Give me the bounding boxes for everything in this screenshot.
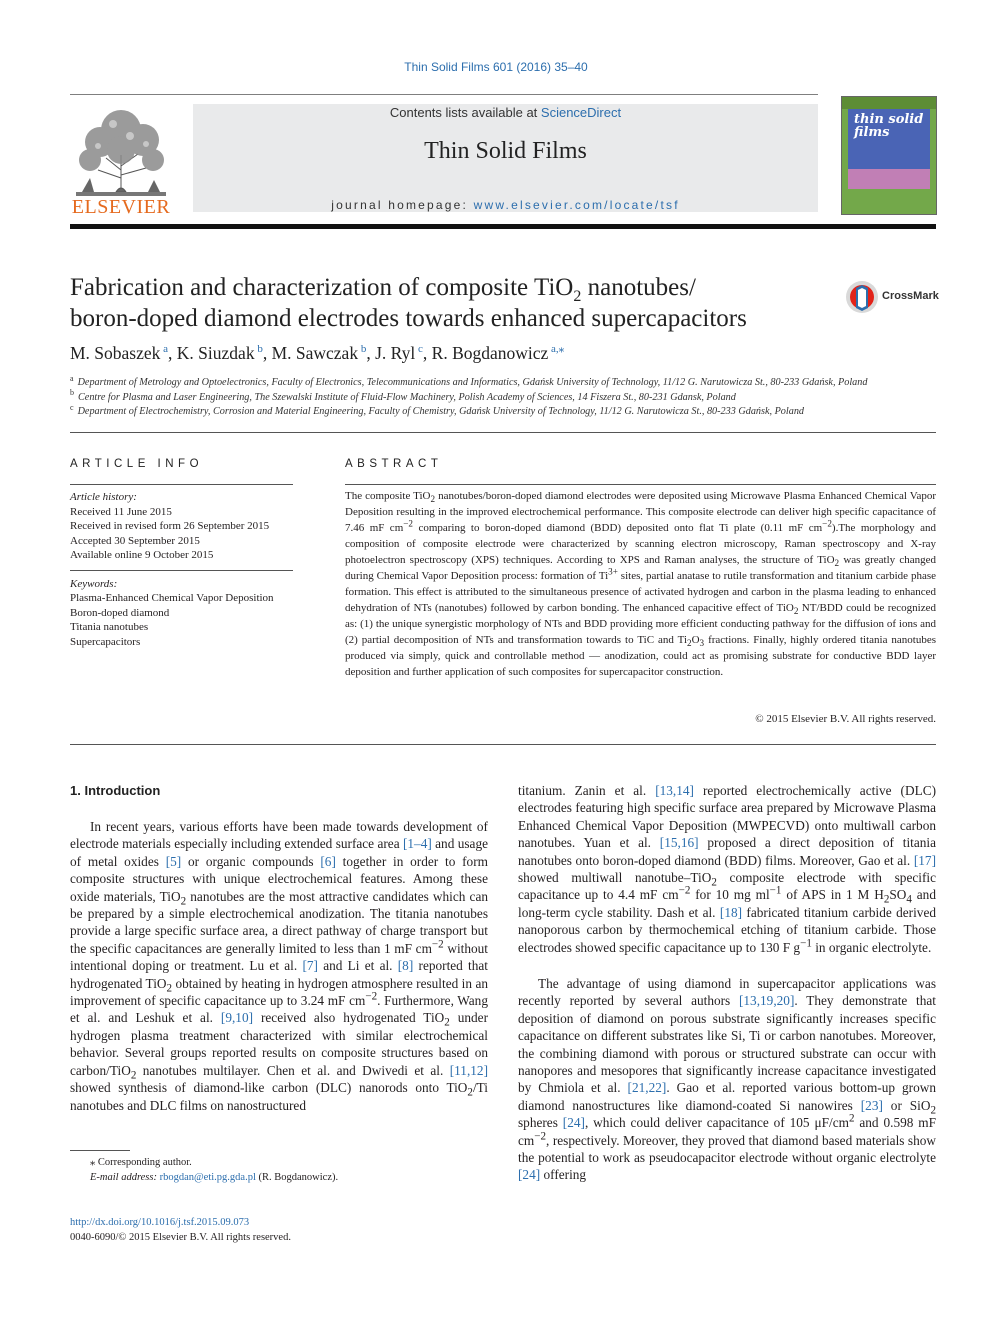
corresponding-line — [70, 1155, 338, 1170]
cover-title: thin solid films — [854, 112, 924, 140]
affiliation-text: Centre for Plasma and Laser Engineering, The Szewalski Institute of Fluid-Flow Machinery, Polish Academy of Sciences, 14 Fiszera St., 80-231 Gdansk, Poland — [78, 391, 736, 403]
citation-link[interactable]: [1–4] — [402, 836, 432, 852]
article-title — [70, 272, 810, 334]
history-received: Received 11 June 2015 — [70, 505, 172, 518]
issn-copyright: 0040-6090/© 2015 Elsevier B.V. All rights reserved. — [70, 1231, 291, 1243]
citation-link[interactable]: [7] — [302, 958, 318, 974]
author-affiliation-mark[interactable]: b — [254, 343, 263, 356]
info-rule — [70, 484, 293, 485]
journal-homepage-line — [193, 198, 818, 212]
abstract-rule — [345, 484, 936, 485]
citation-link[interactable]: [18] — [719, 904, 743, 920]
abstract-copyright: © 2015 Elsevier B.V. All rights reserved. — [755, 713, 936, 725]
author-affiliation-mark[interactable]: a,⁎ — [548, 343, 565, 356]
email-line — [70, 1170, 338, 1185]
info-divider — [70, 570, 293, 571]
title-part-1: Fabrication and characterization of composite TiO — [70, 274, 574, 301]
keywords-label: Keywords: — [70, 578, 118, 590]
email-suffix: (R. Bogdanowicz). — [255, 1172, 339, 1183]
author-name[interactable]: J. Ryl — [375, 343, 416, 363]
citation-link[interactable]: [23] — [860, 1097, 883, 1113]
corresponding-label: Corresponding author. — [97, 1157, 192, 1168]
keyword-item: Plasma-Enhanced Chemical Vapor Deposition — [70, 592, 274, 605]
corresponding-author-footnote — [70, 1155, 338, 1185]
citation-link[interactable]: [21,22] — [627, 1080, 667, 1096]
author-name[interactable]: M. Sawczak — [271, 343, 359, 363]
doi-link[interactable]: http://dx.doi.org/10.1016/j.tsf.2015.09.073 — [70, 1217, 250, 1228]
title-part-2: nanotubes/ — [581, 274, 696, 301]
article-info-heading: ARTICLE INFO — [70, 458, 204, 470]
homepage-link[interactable]: www.elsevier.com/locate/tsf — [473, 198, 680, 212]
citation-link[interactable]: [24] — [518, 1167, 541, 1183]
journal-citation[interactable]: Thin Solid Films 601 (2016) 35–40 — [404, 60, 588, 74]
citation-link[interactable]: [6] — [320, 853, 336, 869]
email-label: E-mail address: — [90, 1172, 160, 1183]
citation-link[interactable]: [13,14] — [655, 783, 694, 798]
keyword-item: Boron-doped diamond — [70, 606, 170, 619]
contents-prefix: Contents lists available at — [389, 105, 541, 120]
email-link[interactable]: rbogdan@eti.pg.gda.pl — [159, 1172, 256, 1183]
citation-link[interactable]: [13,19,20] — [738, 993, 795, 1009]
citation-link[interactable]: [8] — [397, 958, 414, 974]
history-label: Article history: — [70, 491, 137, 503]
affiliation-item — [70, 388, 940, 406]
author-affiliation-mark[interactable]: a — [160, 343, 169, 356]
cover-pink-band — [848, 169, 930, 189]
author-affiliation-mark[interactable]: c — [415, 343, 423, 356]
title-block-rule — [70, 432, 936, 433]
history-accepted: Accepted 30 September 2015 — [70, 534, 200, 547]
header-thick-rule — [70, 224, 936, 229]
journal-title: Thin Solid Films — [424, 138, 587, 164]
affiliation-text: Department of Metrology and Optoelectronics, Faculty of Electronics, Telecommunications and Informatics, Gdańsk University of Technology, 11/12 G. Narutowicza St., 80-233 Gdańsk, Poland — [77, 377, 868, 388]
history-online: Available online 9 October 2015 — [70, 549, 214, 561]
title-line-2: boron-doped diamond electrodes towards enhanced supercapacitors — [70, 305, 747, 332]
corresponding-mark: ⁎ — [90, 1157, 96, 1168]
abstract-heading: ABSTRACT — [345, 458, 443, 470]
introduction-heading: 1. Introduction — [70, 783, 161, 798]
citation-link[interactable]: [24] — [562, 1115, 585, 1131]
affiliation-item — [70, 402, 940, 420]
footnote-rule — [70, 1150, 130, 1151]
author-name[interactable]: R. Bogdanowicz — [431, 343, 549, 363]
citation-link[interactable]: [17] — [913, 852, 936, 868]
affiliation-mark: a — [70, 373, 74, 383]
citation-link[interactable]: [9,10] — [220, 1010, 254, 1026]
introduction-right-column-para-1: titanium. Zanin et al. [13,14] reported electrochemically active (DLC) electrodes featuring high specific surface area prepared by Microwave Plasma Enhanced Chemical Vapor Deposition (MWPECVD) onto multiwall carbon nanotubes. Yuan et al. [15,16] proposed a direct deposition of titania nanotubes onto boron-doped diamond (BDD) films. Moreover, Gao et al. [17] showed multiwall nanotube–TiO$_2$ composite electrode with specific capacitance up to 4.4 mF $cm^{-2}$ for 10 mg $ml^{-1}$ of APS in 1 M $H_2SO_4$ and long-term cycle stability. Dash et al. [18] fabricated titanium carbide derived nanoporous carbon by thermochemical etching of titanium carbide. Those electrodes showed specific capacitance up to 130 F $g^{-1}$ in organic electrolyte. — [518, 783, 937, 955]
keywords — [70, 577, 295, 649]
affiliation-mark: c — [70, 402, 74, 412]
history-revised: Received in revised form 26 September 2015 — [70, 520, 270, 532]
author-affiliation-mark[interactable]: b — [358, 343, 367, 356]
keyword-item: Titania nanotubes — [70, 621, 149, 634]
affiliation-text: Department of Electrochemistry, Corrosion and Material Engineering, Faculty of Chemistry, Gdańsk University of Technology, 11/12 G. Narutowicza St., 80-233 Gdańsk, Poland — [77, 406, 805, 418]
citation-link[interactable]: [11,12] — [449, 1062, 488, 1078]
author-name[interactable]: K. Siuzdak — [176, 343, 255, 363]
cover-top-band — [842, 97, 936, 109]
header-top-rule — [70, 94, 818, 95]
affiliation-mark: b — [70, 388, 74, 398]
article-history — [70, 490, 295, 563]
title-subscript: 2 — [573, 288, 582, 305]
abstract-text: The composite TiO$_2$ nanotubes/boron-doped diamond electrodes were deposited using Microwave Plasma Enhanced Chemical Vapor Deposition resulting in the improved electrochemical performance. This composite electrode can deliver high specific capacitance of 7.46 mF $cm^{-2}$ comparing to boron-doped diamond (BDD) deposited onto flat Ti plate (0.11 mF $cm^{-2}).The$ morphology and composition of composite electrode were characterized by scanning electron microscopy, Raman spectroscopy and X-ray photoelectron spectroscopy (XPS) techniques. According to XPS and Raman analyses, the structure of TiO$_2$ was greatly changed during Chemical Vapor Deposition process: formation of $Ti^{3+}$ sites, partial anatase to rutile transformation and titanium carbide phase formation. This effect is attributed to the simultaneous presence of activated hydrogen and carbon in the plasma leading to enhanced dehydration of NTs (nanotubes) followed by carbon bonding. The enhanced capacitive effect of TiO$_2$ NT/BDD could be recognized as: (1) the unique synergistic morphology of NTs and BDD providing more efficient conducting pathway for the diffusion of ions and (2) partial decomposition of NTs and transformation towards to TiC and $Ti_2O_3$ fractions. Finally, highly ordered titania nanotubes produced via simply, quick and controllable method — anodization, could act as promising substrate for conductive BDD layer deposition and further application of such composites for supercapacitor construction. — [345, 490, 937, 678]
doi-block — [70, 1216, 291, 1245]
citation-link[interactable]: [15,16] — [659, 835, 699, 851]
author-list: M. Sobaszek $^a$, K. Siuzdak $^b$, M. Sawczak $^b$, J. Ryl $^c$, R. Bogdanowicz $^{a,⁎}$ — [70, 343, 565, 363]
homepage-prefix: journal homepage: — [331, 198, 474, 212]
keyword-item: Supercapacitors — [70, 635, 141, 648]
elsevier-wordmark: ELSEVIER — [71, 196, 171, 218]
crossmark-label[interactable]: CrossMark — [882, 290, 939, 302]
journal-cover-thumbnail[interactable] — [841, 96, 937, 215]
sciencedirect-link[interactable]: ScienceDirect — [540, 105, 622, 120]
introduction-right-column-para-2: The advantage of using diamond in supercapacitor applications was recently reported by several authors [13,19,20]. They demonstrate that deposition of diamond on porous substrate significantly increases specific capacitance on different substrates like Si, Ti or carbon nanotubes. Moreover, the combining diamond with porous or structured substrate can occur with nanopores and mesopores that significantly increase capacitance investigated by Chmiola et al. [21,22]. Gao et al. reported various bottom-up grown diamond nanostructures like diamond-coated Si nanowires [23] or SiO$_2$ spheres [24], which could deliver capacitance of 105 $\mu F/cm^2$ and 0.598 mF $cm^{-2}$, respectively. Moreover, they proved that diamond based materials show the potential to work as pseudocapacitor electrode without organic electrolyte [24] offering — [518, 976, 937, 1183]
abstract-bottom-rule — [70, 744, 936, 745]
affiliation-list — [70, 373, 940, 420]
citation-link[interactable]: [5] — [165, 853, 182, 869]
introduction-left-column: In recent years, various efforts have been made towards development of electrode materials especially including extended surface area [1–4] and usage of metal oxides [5] or organic compounds [6] together in order to form composite structures with unique electrochemical features. Among these oxide materials, TiO$_2$ nanotubes are the most attractive candidates which can be prepared by a simple electrochemical anodization. The titania nanotubes provide a large specific surface area, a direct pathway of charge transport but the specific capacitances are generally limited to less than 1 mF $cm^{-2}$ without intentional doping or treatment. Lu et al. [7] and Li et al. [8] reported that hydrogenated TiO$_2$ obtained by heating in hydrogen atmosphere resulted in an improvement of specific capacitance up to 3.24 mF $cm^{-2}$. Furthermore, Wang et al. and Leshuk et al. [9,10] received also hydrogenated TiO$_2$ under hydrogen plasma treatment characterized with similar electrochemical behavior. Several groups reported results on composite structures based on carbon/TiO$_2$ nanotubes multilayer. Chen et al. and Dwivedi et al. [11,12] showed synthesis of diamond-like carbon (DLC) nanorods onto TiO$_2$/Ti nanotubes and DLC films on nanostructured — [70, 819, 489, 1113]
affiliation-item — [70, 373, 940, 391]
contents-line — [193, 105, 818, 120]
author-name[interactable]: M. Sobaszek — [70, 343, 161, 363]
